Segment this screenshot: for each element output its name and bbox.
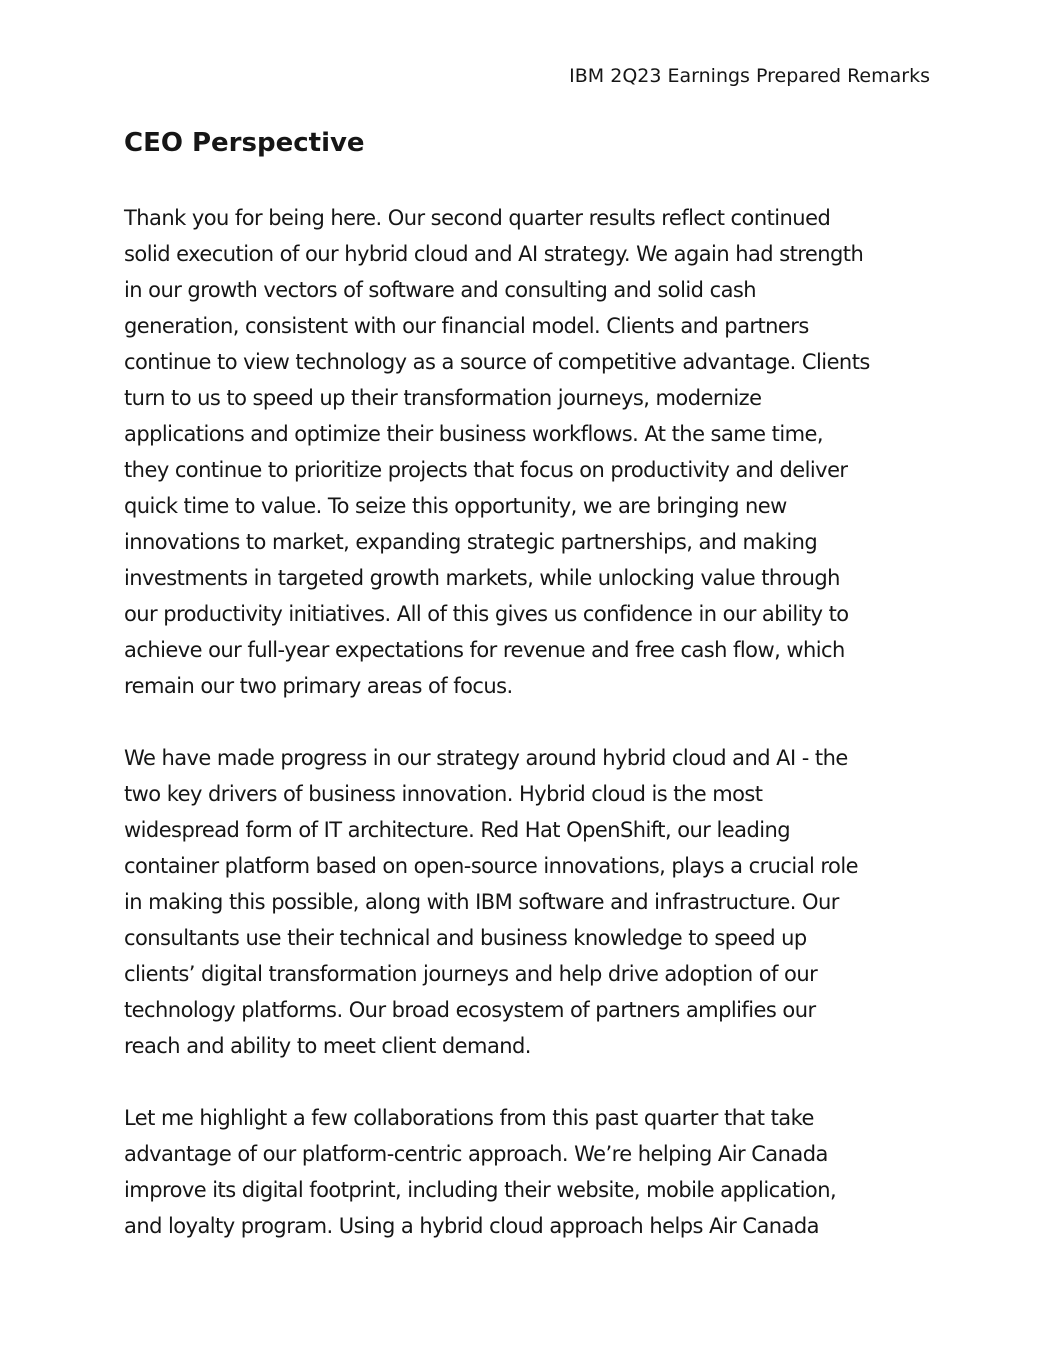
section-heading: CEO Perspective (124, 128, 365, 158)
text-line: applications and optimize their business workflows. At the same time, (124, 422, 824, 446)
document-body (124, 200, 929, 1280)
text-line: investments in targeted growth markets, while unlocking value through (124, 566, 840, 590)
text-line: advantage of our platform-centric approach. We’re helping Air Canada (124, 1142, 828, 1166)
text-line: solid execution of our hybrid cloud and AI strategy. We again had strength (124, 242, 864, 266)
text-line: achieve our full-year expectations for revenue and free cash flow, which (124, 638, 845, 662)
text-line: Thank you for being here. Our second quarter results reflect continued (124, 206, 831, 230)
text-line: container platform based on open-source innovations, plays a crucial role (124, 854, 858, 878)
text-line: consultants use their technical and business knowledge to speed up (124, 926, 807, 950)
text-line: two key drivers of business innovation. Hybrid cloud is the most (124, 782, 763, 806)
text-line: quick time to value. To seize this opportunity, we are bringing new (124, 494, 787, 518)
text-line: technology platforms. Our broad ecosystem of partners amplifies our (124, 998, 816, 1022)
text-line: clients’ digital transformation journeys and help drive adoption of our (124, 962, 818, 986)
document-header-title: IBM 2Q23 Earnings Prepared Remarks (569, 65, 930, 87)
paragraph-1 (124, 200, 929, 704)
text-line: turn to us to speed up their transformation journeys, modernize (124, 386, 762, 410)
text-line: generation, consistent with our financial model. Clients and partners (124, 314, 809, 338)
text-line: in making this possible, along with IBM software and infrastructure. Our (124, 890, 839, 914)
text-line: in our growth vectors of software and consulting and solid cash (124, 278, 757, 302)
paragraph-2 (124, 740, 929, 1064)
text-line: continue to view technology as a source of competitive advantage. Clients (124, 350, 870, 374)
text-line: reach and ability to meet client demand. (124, 1034, 531, 1058)
text-line: innovations to market, expanding strategic partnerships, and making (124, 530, 818, 554)
text-line: improve its digital footprint, including their website, mobile application, (124, 1178, 837, 1202)
text-line: our productivity initiatives. All of this gives us confidence in our ability to (124, 602, 849, 626)
text-line: We have made progress in our strategy around hybrid cloud and AI - the (124, 746, 848, 770)
text-line: Let me highlight a few collaborations from this past quarter that take (124, 1106, 814, 1130)
text-line: remain our two primary areas of focus. (124, 674, 513, 698)
text-line: they continue to prioritize projects that focus on productivity and deliver (124, 458, 848, 482)
paragraph-3 (124, 1100, 929, 1244)
text-line: widespread form of IT architecture. Red Hat OpenShift, our leading (124, 818, 791, 842)
text-line: and loyalty program. Using a hybrid cloud approach helps Air Canada (124, 1214, 819, 1238)
